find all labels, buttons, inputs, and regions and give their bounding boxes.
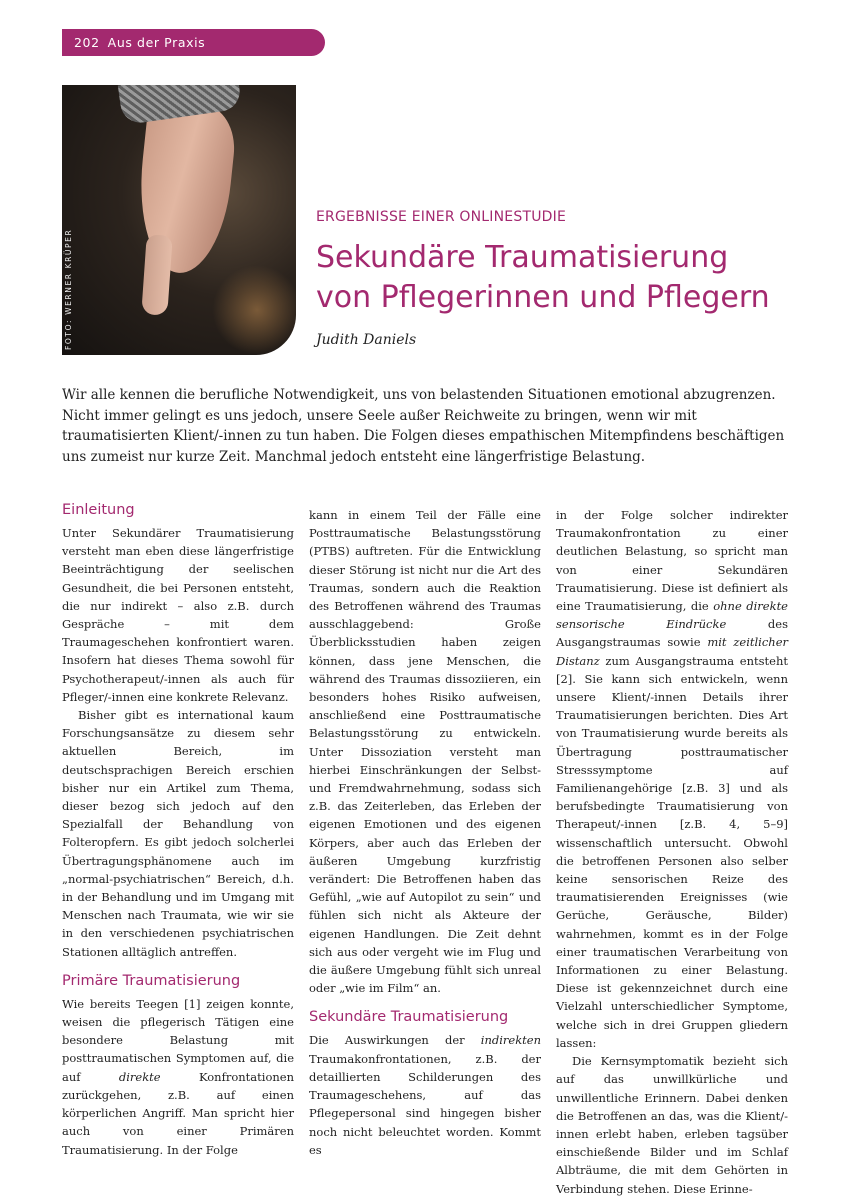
section-label: Aus der Praxis [107,35,206,50]
title-line-2: von Pflegerinnen und Pflegern [316,280,770,315]
paragraph: Bisher gibt es international kaum Forschungsansätze zu diesem sehr aktuellen Bereich, im deutschsprachigen Bereich erschien bisher nur ein Artikel zum Thema, dieser bezog sich jedoch auf den Spezialfall der Behandlung von Folteropfern. Es gibt jedoch solcherlei Übertragungsphänomene auch im „normal-psychiatrischen“ Bereich, d.h. in der Behandlung und im Umgang mit Menschen nach Traumata, wie wir sie in den verschiedenen psychiatrischen Stationen alltäglich antreffen. [62,708,294,959]
article-photo [62,85,296,355]
page-number: 202 [74,35,100,50]
paragraph: Die Kernsymptomatik bezieht sich auf das unwillkürliche und unwillentliche Erinnern. Dabei denken die Betroffenen an das, was die Klient/-innen erlebt haben, erleben tagsüber einschießende Bilder und im Schlaf Albträume, die mit dem Gehörten in Verbindung stehen. Diese Erinne- [556,1054,788,1196]
heading-sekundaere-traumatisierung: Sekundäre Traumatisierung [309,1009,509,1026]
paragraph: in der Folge solcher indirekter Traumakonfrontation zu einer deutlichen Belastung, so spricht man von einer Sekundären Traumatisierung. Diese ist definiert als eine Traumatisierung, die ohne direkte sensorische Eindrücke des Ausgangstraumas sowie mit zeitlicher Distanz zum Ausgangstrauma entsteht [2]. Sie kann sich entwickeln, wenn unsere Klient/-innen Details ihrer Traumatisierungen berichten. Dies Art von Traumatisierung wurde bereits als Übertragung posttraumatischer Stresssymptome auf Familienangehörige [z.B. 3] und als berufsbedingte Traumatisierung von Therapeut/-innen [z.B. 4, 5–9] wissenschaftlich untersucht. Obwohl die betroffenen Personen also selber keine sensorischen Reize des traumatisierenden Ereignisses (wie Gerüche, Geräusche, Bilder) wahrnehmen, kommt es in der Folge einer traumatischen Verarbeitung von Informationen zu einer Belastung. Diese ist gekennzeichnet durch eine Vielzahl unterschiedlicher Symptome, welche sich in drei Gruppen gliedern lassen: [556,508,788,1050]
page-header-tab [62,29,325,56]
article-author: Judith Daniels [316,332,417,348]
paragraph: Wie bereits Teegen [1] zeigen konnte, weisen die pflegerisch Tätigen eine besondere Belastung mit posttraumatischen Symptomen auf, die auf direkte Konfrontationen zurückgehen, z.B. auf einen körperlichen Angriff. Man spricht hier auch von einer Primären Traumatisierung. In der Folge [62,996,294,1157]
title-line-1: Sekundäre Traumatisierung [316,240,729,275]
article-lead: Wir alle kennen die berufliche Notwendigkeit, uns von belastenden Situationen emotional abzugrenzen. Nicht immer gelingt es uns jedoch, unsere Seele außer Reichweite zu bringen, wenn wir mit traumatisierten Klient/-innen zu tun haben. Die Folgen dieses empathischen Mitempfindens beschäftigen uns zumeist nur kurze Zeit. Manchmal jedoch entsteht eine längerfristige Belastung. [62,387,785,466]
column-2 [309,506,541,1159]
article-kicker: ERGEBNISSE EINER ONLINESTUDIE [316,209,566,225]
paragraph: kann in einem Teil der Fälle eine Posttraumatische Belastungsstörung (PTBS) auftreten. Für die Entwicklung dieser Störung ist nicht nur die Art des Traumas, sondern auch die Reaktion des Betroffenen während des Traumas ausschlaggebend: Große Überblicksstudien haben zeigen können, dass jene Menschen, die während des Traumas dissoziieren, ein besonders hohes Risiko aufweisen, anschließend eine Posttraumatische Belastungsstörung zu entwickeln. Unter Dissoziation versteht man hierbei Einschränkungen der Selbst- und Fremdwahrnehmung, sodass sich z.B. das Zeiterleben, das Erleben der eigenen Emotionen und des eigenen Körpers, aber auch das Erleben der äußeren Umgebung kurzfristig verändert: Die Betroffenen haben das Gefühl, „wie auf Autopilot zu sein“ und fühlen sich nicht als Akteure der eigenen Handlungen. Die Zeit dehnt sich aus oder vergeht wie im Flug und die äußere Umgebung fühlt sich unreal oder „wie im Film“ an. [309,508,541,996]
article-title [316,238,816,318]
heading-primaere-traumatisierung: Primäre Traumatisierung [62,972,241,989]
photo-credit: FOTO: WERNER KRÜPER [64,228,73,350]
heading-einleitung: Einleitung [62,502,135,518]
column-3 [556,506,788,1198]
column-1 [62,496,294,1159]
paragraph: Unter Sekundärer Traumatisierung versteht man eben diese längerfristige Beeinträchtigung der seelischen Gesundheit, die bei Personen entsteht, die nur indirekt – also z.B. durch Gespräche – mit dem Traumageschehen konfrontiert waren. Insofern hat dieses Thema sowohl für Psychotherapeut/-innen als auch für Pfleger/-innen eine konkrete Relevanz. [62,526,294,704]
paragraph: Die Auswirkungen der indirekten Traumakonfrontationen, z.B. der detaillierten Schilderungen des Traumageschehens, auf das Pflegepersonal sind hingegen bisher noch nicht beleuchtet worden. Kommt es [309,1033,541,1157]
